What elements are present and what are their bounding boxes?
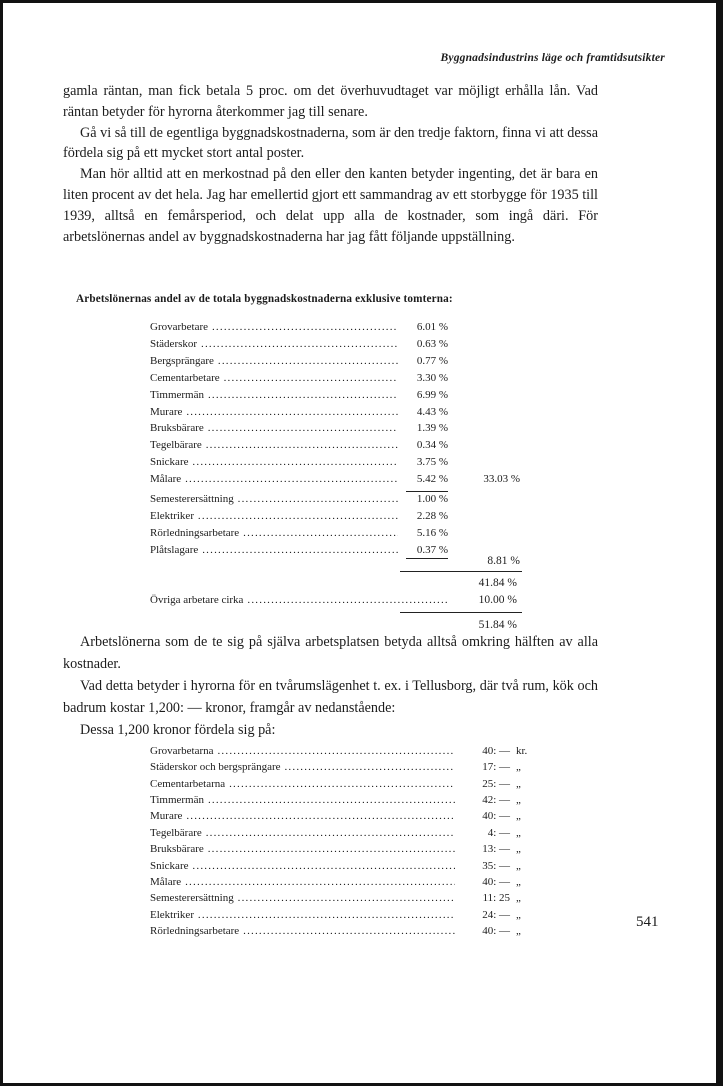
table-row [150, 760, 550, 774]
row-unit: kr. [516, 745, 528, 757]
row-label: Övriga arbetare cirka ..... [150, 593, 448, 607]
row-amount: 35: — [455, 859, 510, 873]
row-unit: „ [516, 892, 521, 905]
intro-text [63, 81, 598, 247]
row-value: 0.34 % [416, 439, 448, 452]
row-value: 6.99 % [416, 388, 448, 401]
divider [400, 571, 522, 572]
row-value: 6.01 % [416, 321, 448, 333]
row-label: Målare ..... [150, 472, 398, 486]
row-label: Städerskor och bergsprängare ..... [150, 760, 465, 774]
table-row [150, 405, 530, 419]
row-value: 0.63 % [416, 337, 448, 350]
paragraph-3: Man hör alltid att en merkostnad på den eller den kanten betyder ingenting, det är bara en liten procent av det hela. Jag har emellertid gjort ett sammandrag av ett storbygge för 1935 till 1939, alltså en femårsperiod, och delat upp alla de kostnader, som ingå däri. För arbetslönernas andel av byggnadskostnaderna har jag fått följande uppställning. [63, 166, 598, 245]
row-label: Cementarbetare ..... [150, 371, 398, 385]
paragraph-6: Dessa 1,200 kronor fördela sig på: [80, 722, 276, 738]
table-row [150, 809, 550, 823]
group1-subtotal: 33.03 % [483, 473, 520, 486]
table-row [150, 526, 530, 540]
row-label: Bruksbärare ..... [150, 842, 465, 856]
row-value: 0.37 % [416, 543, 448, 556]
row-amount: 17: — [455, 760, 510, 774]
table-row [150, 924, 550, 938]
row-label: Elektriker ..... [150, 509, 398, 523]
row-unit: „ [516, 924, 521, 937]
row-label: Rörledningsarbetare ..... [150, 924, 465, 938]
table-row [150, 777, 550, 791]
row-unit: „ [516, 859, 521, 872]
row-label: Semesterersättning ..... [150, 891, 465, 905]
table-row [150, 842, 550, 856]
table-row [150, 509, 530, 523]
other-value: 10.00 % [478, 593, 517, 606]
row-unit: „ [516, 810, 521, 823]
middle-text [63, 631, 598, 741]
row-unit: „ [516, 761, 521, 774]
table-row [150, 337, 530, 351]
paragraph-5: Vad detta betyder i hyrorna för en tvårumslägenhet t. ex. i Tellusborg, där två rum, kök och badrum kostar 1,200: — kronor, framgår av nedanstående: [63, 678, 598, 716]
row-amount: 11: 25 [455, 891, 510, 905]
row-label: Tegelbärare ..... [150, 438, 398, 452]
group2-subtotal: 8.81 % [487, 554, 520, 567]
row-amount: 42: — [455, 793, 510, 807]
table-row [150, 492, 530, 506]
table-row [150, 371, 530, 385]
row-label: Snickare ..... [150, 859, 465, 873]
row-label: Bruksbärare ..... [150, 421, 398, 435]
table-row [150, 455, 530, 469]
divider [400, 612, 522, 613]
paragraph-4: Arbetslönerna som de te sig på själva arbetsplatsen betyda alltså omkring hälften av alla kostnader. [63, 634, 598, 672]
row-amount: 4: — [455, 826, 510, 840]
row-unit: „ [516, 777, 521, 790]
row-label: Tegelbärare ..... [150, 826, 465, 840]
row-label: Snickare ..... [150, 455, 398, 469]
row-label: Murare ..... [150, 405, 398, 419]
row-value: 3.30 % [416, 371, 448, 384]
row-label: Timmermän ..... [150, 793, 465, 807]
page-number: 541 [636, 914, 659, 930]
row-value: 1.39 % [416, 422, 448, 435]
paragraph-2: Gå vi så till de egentliga byggnadskostnaderna, som är den tredje faktorn, finna vi att dessa fördela sig på ett mycket stort antal poster. [63, 124, 598, 162]
table-row [150, 744, 550, 758]
row-unit: „ [516, 875, 521, 888]
row-label: Elektriker ..... [150, 908, 465, 922]
row-value: 5.16 % [416, 526, 448, 539]
table-row [150, 793, 550, 807]
row-value: 0.77 % [416, 354, 448, 367]
row-label: Murare ..... [150, 809, 465, 823]
row-unit: „ [516, 826, 521, 839]
row-value: 4.43 % [416, 405, 448, 418]
table-row [150, 354, 530, 368]
row-unit: „ [516, 794, 521, 807]
table-row [150, 438, 530, 452]
table-row [150, 421, 530, 435]
row-amount: 40: — [455, 809, 510, 823]
row-label: Städerskor ..... [150, 337, 398, 351]
grand-total: 51.84 % [478, 618, 517, 631]
row-label: Plåtslagare ..... [150, 543, 398, 557]
row-value: 2.28 % [416, 509, 448, 522]
table-row [150, 826, 550, 840]
row-label: Timmermän ..... [150, 388, 398, 402]
table-row [150, 875, 550, 889]
row-label: Rörledningsarbetare ..... [150, 526, 398, 540]
table-row [150, 891, 550, 905]
row-value: 5.42 % [416, 473, 448, 486]
row-label: Grovarbetare ..... [150, 320, 398, 334]
table-row [150, 593, 450, 607]
row-label: Cementarbetarna ..... [150, 777, 465, 791]
table-row [150, 388, 530, 402]
row-amount: 13: — [455, 842, 510, 856]
row-label: Målare ..... [150, 875, 465, 889]
row-amount: 40: — [455, 924, 510, 938]
row-label: Bergsprängare ..... [150, 354, 398, 368]
row-unit: „ [516, 843, 521, 856]
table-row [150, 320, 530, 334]
row-value: 1.00 % [416, 493, 448, 505]
row-value: 3.75 % [416, 456, 448, 469]
row-amount: 25: — [455, 777, 510, 791]
row-unit: „ [516, 908, 521, 921]
row-amount: 40: — [455, 875, 510, 889]
sum-total: 41.84 % [478, 576, 517, 589]
table-row [150, 859, 550, 873]
row-amount: 24: — [455, 908, 510, 922]
running-head: Byggnadsindustrins läge och framtidsutsikter [440, 52, 665, 64]
table-title: Arbetslönernas andel av de totala byggnadskostnaderna exklusive tomterna: [76, 293, 453, 305]
table-row [150, 472, 530, 486]
paragraph-1: gamla räntan, man fick betala 5 proc. om det överhuvudtaget var möjligt erhålla lån. Vad räntan betyder för hyrorna återkommer jag till senare. [63, 83, 598, 120]
row-label: Semesterersättning ..... [150, 492, 398, 506]
table-row [150, 908, 550, 922]
row-label: Grovarbetarna ..... [150, 744, 465, 758]
divider [406, 558, 448, 559]
row-amount: 40: — [455, 744, 510, 758]
